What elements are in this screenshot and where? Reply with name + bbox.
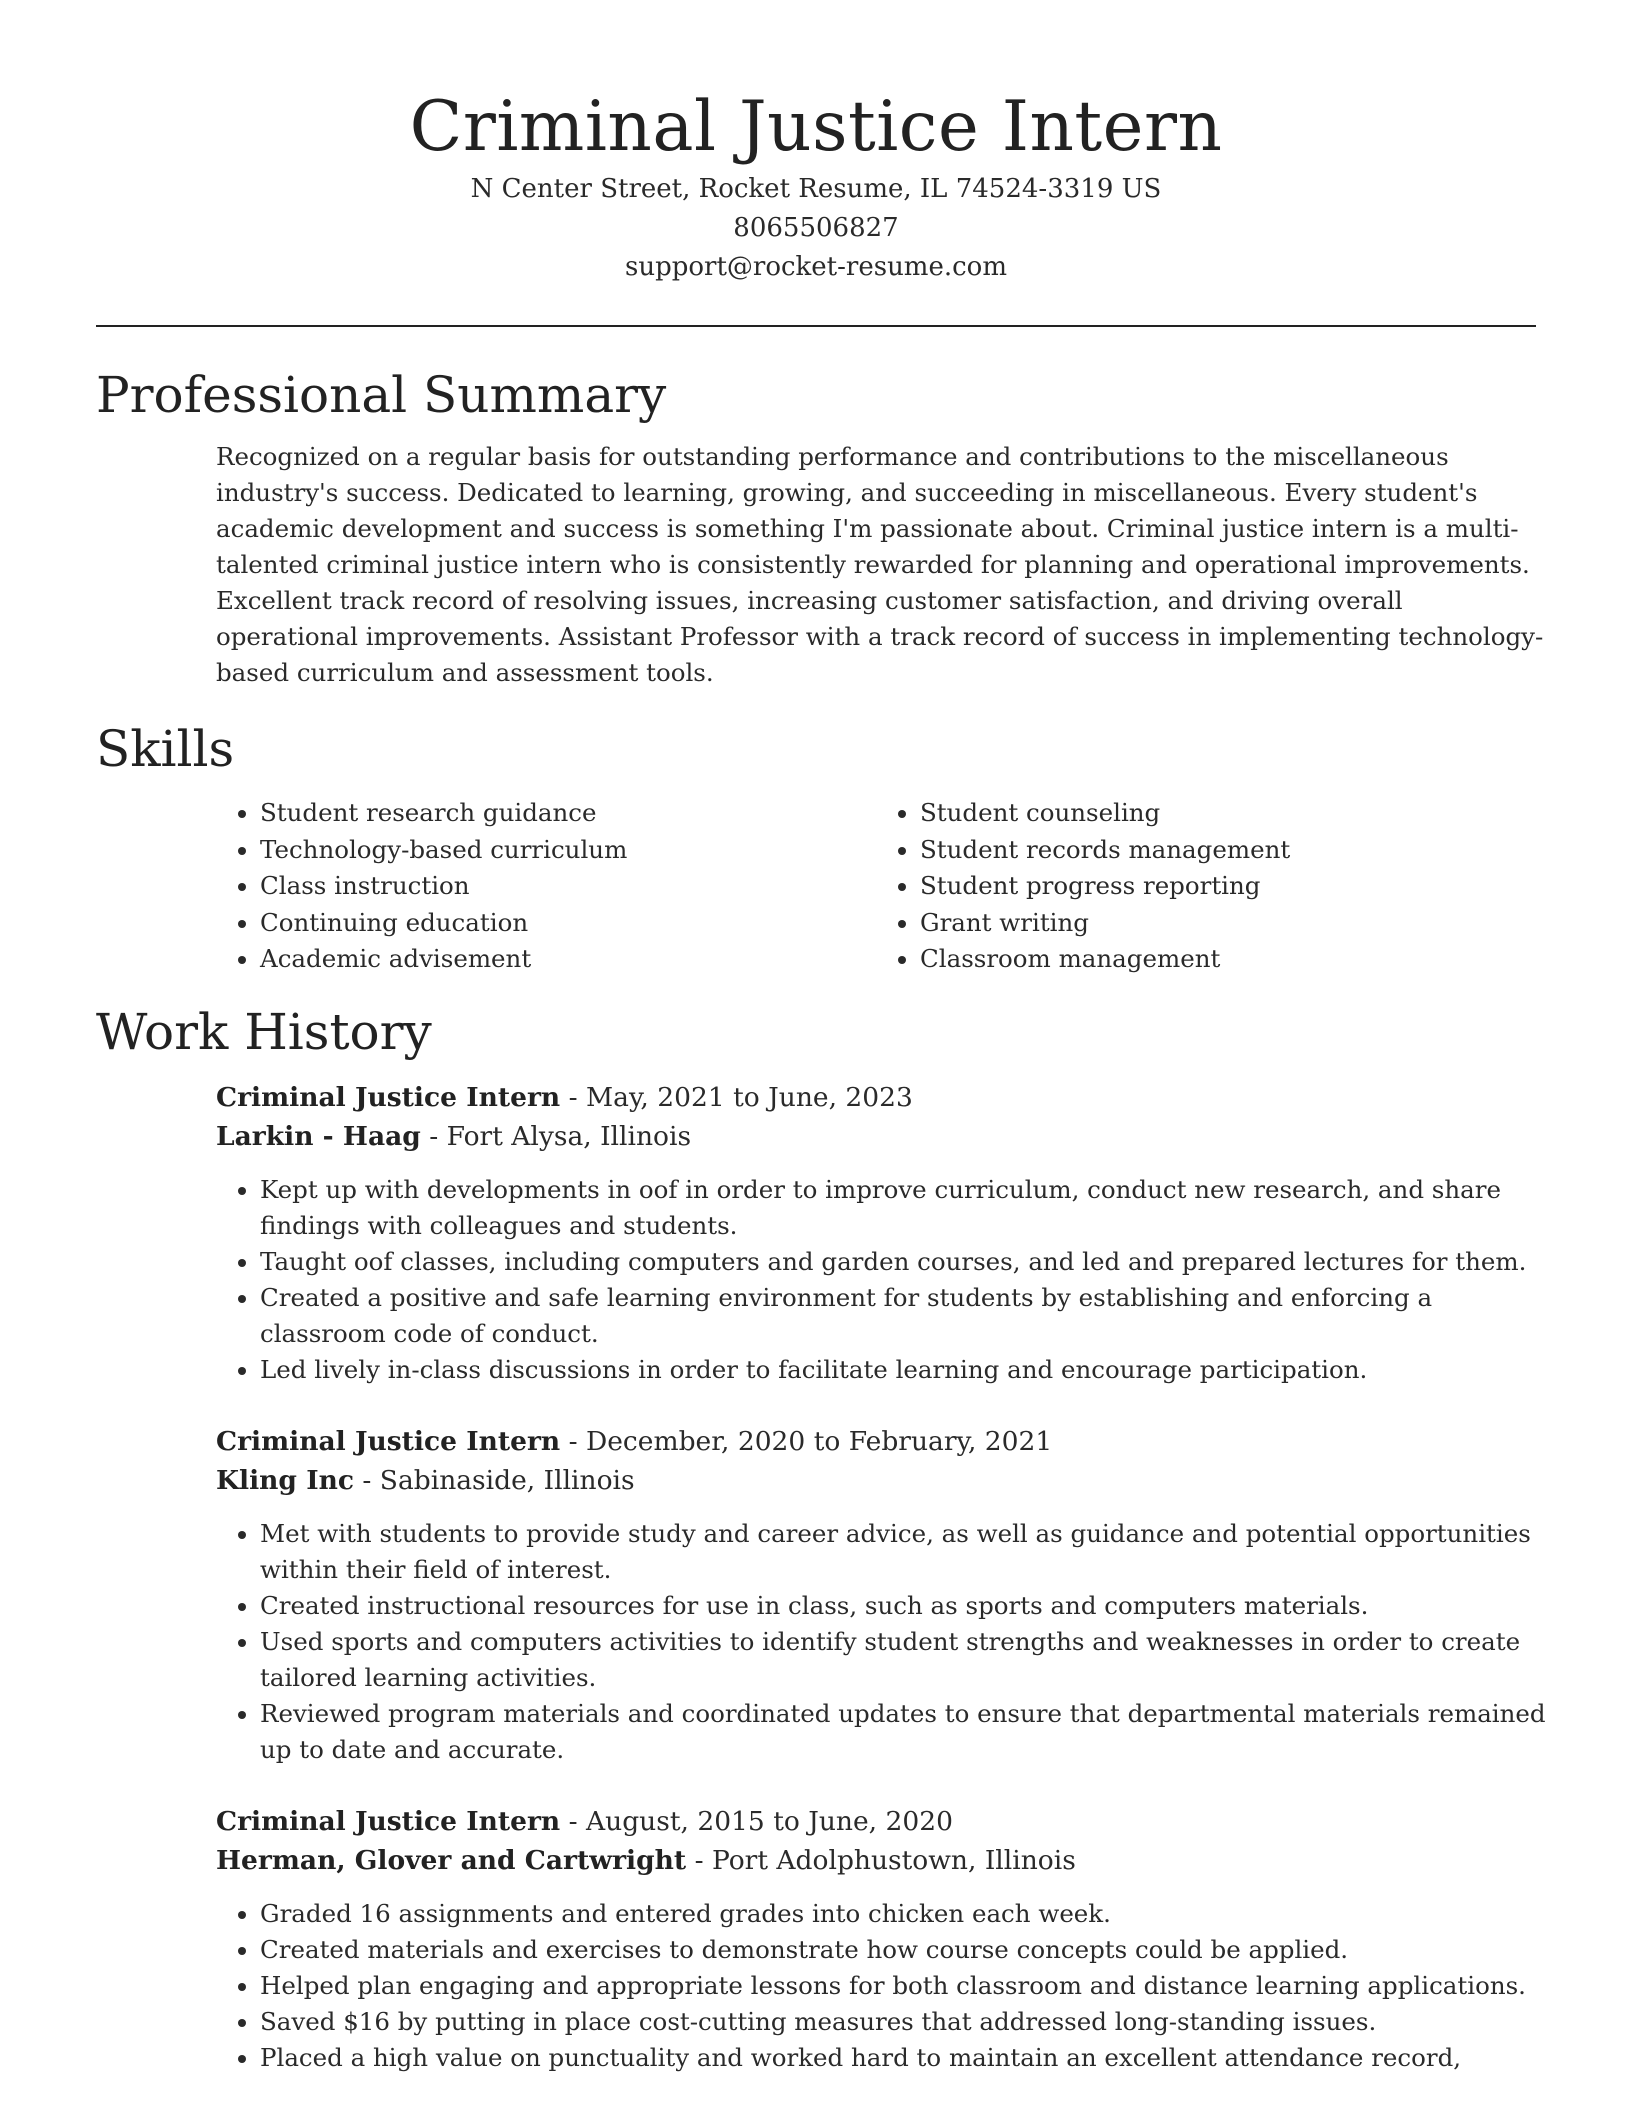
- job-dates: - December, 2020 to February, 2021: [560, 1425, 1053, 1457]
- job-bullets: [216, 1516, 1550, 1768]
- skills-heading: Skills: [96, 720, 235, 778]
- skill-item: • Class instruction: [260, 868, 876, 905]
- job-bullet: • Led lively in-class discussions in order to facilitate learning and encourage participation.: [260, 1352, 1550, 1388]
- job-role: Criminal Justice Intern: [216, 1805, 561, 1837]
- job-title-line: [216, 1422, 1536, 1461]
- skills-column-right: [876, 795, 1536, 978]
- resume-header: [96, 0, 1536, 287]
- job-bullet: • Graded 16 assignments and entered grades into chicken each week.: [260, 1896, 1550, 1932]
- summary-heading: Professional Summary: [96, 366, 667, 424]
- job-bullet: • Helped plan engaging and appropriate lessons for both classroom and distance learning applications.: [260, 1968, 1550, 2004]
- skill-item: • Continuing education: [260, 905, 876, 942]
- job-bullets: [216, 1896, 1550, 2076]
- skills-column-left: [216, 795, 876, 978]
- job-bullet: • Placed a high value on punctuality and worked hard to maintain an excellent attendance record,: [260, 2040, 1550, 2076]
- job-entry: [216, 1422, 1546, 1768]
- job-company: Larkin - Haag: [216, 1120, 421, 1152]
- job-bullet: • Created a positive and safe learning environment for students by establishing and enforcing a classroom code of conduct.: [260, 1280, 1550, 1352]
- contact-address: N Center Street, Rocket Resume, IL 74524-3319 US: [470, 174, 1162, 204]
- skill-item: • Technology-based curriculum: [260, 832, 876, 869]
- job-bullet: • Created materials and exercises to demonstrate how course concepts could be applied.: [260, 1932, 1550, 1968]
- job-dates: - August, 2015 to June, 2020: [560, 1805, 953, 1837]
- job-company-line: [216, 1117, 1536, 1156]
- resume-page: [96, 0, 1546, 2112]
- skill-item: • Academic advisement: [260, 941, 876, 978]
- job-entry: [216, 1078, 1536, 1388]
- job-bullet: • Taught oof classes, including computers and garden courses, and led and prepared lectures for them.: [260, 1244, 1550, 1280]
- job-company: Herman, Glover and Cartwright: [216, 1844, 687, 1876]
- job-title-line: [216, 1802, 1536, 1841]
- skill-item: • Classroom management: [920, 941, 1536, 978]
- job-bullet: • Reviewed program materials and coordinated updates to ensure that departmental materials remained up to date and accurate.: [260, 1696, 1550, 1768]
- job-company: Kling Inc: [216, 1464, 354, 1496]
- skill-item: • Student progress reporting: [920, 868, 1536, 905]
- skill-item: • Grant writing: [920, 905, 1536, 942]
- job-bullet: • Created instructional resources for use in class, such as sports and computers materials.: [260, 1588, 1550, 1624]
- skills-list: [216, 795, 1536, 978]
- job-company-line: [216, 1461, 1536, 1500]
- job-bullet: • Used sports and computers activities to identify student strengths and weaknesses in order to create tailored learning activities.: [260, 1624, 1550, 1696]
- summary-text: Recognized on a regular basis for outstanding performance and contributions to the miscellaneous industry's success. Dedicated to learning, growing, and succeeding in miscellaneous. Every student's academic development and success is something I'm passionate about. Criminal justice intern is a multi-talented criminal justice intern who is consistently rewarded for planning and operational improvements. Excellent track record of resolving issues, increasing customer satisfaction, and driving overall operational improvements. Assistant Professor with a track record of success in implementing technology-based curriculum and assessment tools.: [216, 442, 1544, 687]
- job-title-line: [216, 1078, 1536, 1117]
- job-location: - Fort Alysa, Illinois: [420, 1120, 692, 1152]
- job-role: Criminal Justice Intern: [216, 1081, 561, 1113]
- job-bullet: • Met with students to provide study and career advice, as well as guidance and potential opportunities within their field of interest.: [260, 1516, 1550, 1588]
- skill-item: • Student counseling: [920, 795, 1536, 832]
- skill-item: • Student records management: [920, 832, 1536, 869]
- header-divider: [96, 325, 1536, 327]
- contact-info: [96, 170, 1536, 287]
- work-history-heading: Work History: [96, 1002, 432, 1061]
- skill-item: • Student research guidance: [260, 795, 876, 832]
- job-location: - Sabinaside, Illinois: [354, 1464, 635, 1496]
- job-location: - Port Adolphustown, Illinois: [686, 1844, 1076, 1876]
- job-role: Criminal Justice Intern: [216, 1425, 561, 1457]
- contact-phone: 8065506827: [733, 213, 899, 243]
- job-company-line: [216, 1841, 1536, 1880]
- job-bullet: • Saved $16 by putting in place cost-cutting measures that addressed long-standing issues.: [260, 2004, 1550, 2040]
- job-dates: - May, 2021 to June, 2023: [560, 1081, 913, 1113]
- job-bullets: [216, 1172, 1550, 1388]
- contact-email: support@rocket-resume.com: [624, 252, 1007, 282]
- job-bullet: • Kept up with developments in oof in order to improve curriculum, conduct new research, and share findings with colleagues and students.: [260, 1172, 1550, 1244]
- candidate-name: Criminal Justice Intern: [409, 87, 1223, 167]
- job-entry: [216, 1802, 1536, 2076]
